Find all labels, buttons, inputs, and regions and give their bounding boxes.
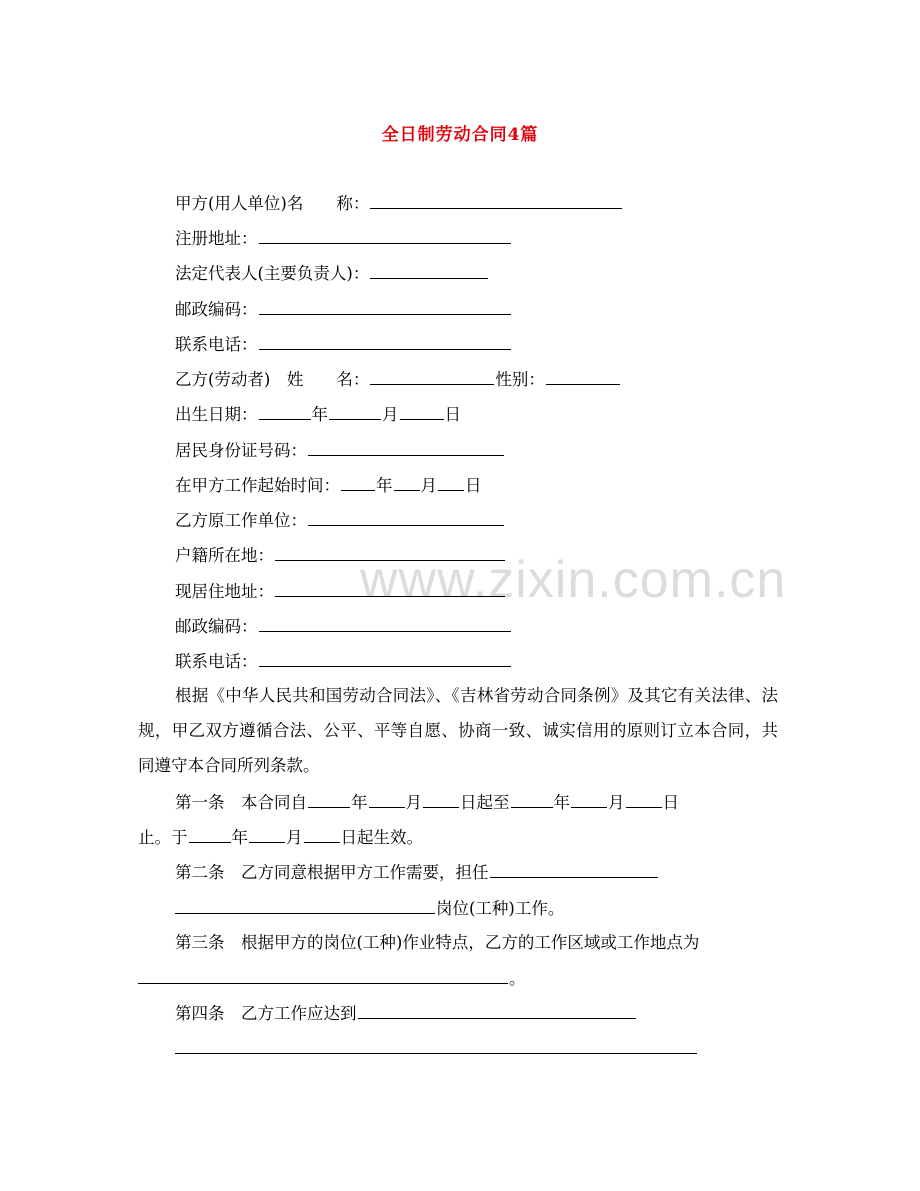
party-b-household-label: 户籍所在地：	[175, 546, 274, 565]
party-a-postcode-line	[175, 296, 512, 322]
article-2-head: 第二条 乙方同意根据甲方工作需要，担任	[175, 863, 489, 882]
party-a-name-line	[175, 190, 623, 216]
article-1-line-2	[138, 824, 423, 850]
party-b-id-field[interactable]	[308, 437, 504, 456]
party-b-household-field[interactable]	[275, 542, 505, 561]
party-b-start-label: 在甲方工作起始时间：	[175, 476, 340, 495]
party-a-name-label: 甲方(用人单位)名 称：	[175, 194, 370, 213]
start-month-field[interactable]	[394, 472, 420, 491]
party-b-id-label: 居民身份证号码：	[175, 441, 307, 460]
party-a-legal-rep-field[interactable]	[370, 260, 488, 279]
party-a-address-field[interactable]	[259, 225, 511, 244]
preamble-paragraph: 根据《中华人民共和国劳动合同法》、《吉林省劳动合同条例》及其它有关法律、法规，甲乙双方遵循合法、公平、平等自愿、协商一致、诚实信用的原则订立本合同，共同遵守本合同所列条款。	[138, 686, 778, 775]
party-b-residence-line	[175, 578, 506, 604]
birth-year-unit: 年	[311, 405, 328, 424]
article-4-standard-field[interactable]	[358, 1000, 636, 1019]
article-1-end-char: 日	[662, 793, 679, 812]
article-3-head: 第三条 根据甲方的岗位(工种)作业特点，乙方的工作区域或工作地点为	[175, 933, 700, 952]
party-b-name-label: 乙方(劳动者) 姓 名：	[175, 370, 370, 389]
birth-year-field[interactable]	[259, 401, 311, 420]
article-4-head: 第四条 乙方工作应达到	[175, 1004, 357, 1023]
party-b-gender-label: 性别：	[495, 370, 545, 389]
party-a-legal-rep-line	[175, 260, 489, 286]
start-day-field[interactable]	[438, 472, 464, 491]
article-1-line-1	[175, 789, 679, 815]
article-3-line-1	[175, 930, 699, 956]
party-b-gender-field[interactable]	[546, 366, 620, 385]
party-b-residence-field[interactable]	[275, 578, 505, 597]
watermark: www.zixin.com.cn	[360, 551, 787, 609]
article-3-tail: 。	[509, 969, 526, 988]
party-b-postcode-field[interactable]	[259, 613, 511, 632]
start-year-field[interactable]	[341, 472, 375, 491]
party-b-residence-label: 现居住地址：	[175, 582, 274, 601]
article-2-position-field[interactable]	[490, 859, 658, 878]
party-b-birth-label: 出生日期：	[175, 405, 258, 424]
party-b-phone-line	[175, 648, 512, 674]
party-b-postcode-line	[175, 613, 512, 639]
article-1-month-unit: 月	[405, 793, 422, 812]
article-4-line-1	[175, 1000, 637, 1026]
start-day-unit: 日	[465, 476, 482, 495]
effective-month-unit: 月	[286, 828, 303, 847]
party-b-prev-employer-field[interactable]	[308, 507, 504, 526]
effective-year-unit: 年	[231, 828, 248, 847]
article-3-line-2	[138, 965, 526, 991]
article-3-location-field[interactable]	[138, 965, 508, 984]
party-a-phone-field[interactable]	[259, 331, 511, 350]
party-b-phone-field[interactable]	[259, 648, 511, 667]
article-2-tail: 岗位(工种)工作。	[436, 899, 565, 918]
article-2-line-2	[175, 895, 564, 921]
article-2-line-1	[175, 859, 659, 885]
party-a-address-label: 注册地址：	[175, 229, 258, 248]
party-a-address-line	[175, 225, 512, 251]
effective-day-field[interactable]	[304, 824, 340, 843]
party-b-id-line	[175, 437, 505, 463]
start-month-unit: 月	[420, 476, 437, 495]
party-a-legal-rep-label: 法定代表人(主要负责人)：	[175, 264, 370, 283]
article-4-standard-field-cont[interactable]	[175, 1052, 697, 1054]
party-b-prev-employer-line	[175, 507, 505, 533]
start-year-unit: 年	[376, 476, 393, 495]
contract-start-year-field[interactable]	[308, 789, 350, 808]
birth-month-unit: 月	[382, 405, 399, 424]
birth-day-field[interactable]	[400, 401, 444, 420]
contract-end-year-field[interactable]	[511, 789, 553, 808]
party-a-postcode-label: 邮政编码：	[175, 300, 258, 319]
party-b-start-line	[175, 472, 482, 498]
article-2-position-field-cont[interactable]	[175, 895, 435, 914]
party-a-phone-line	[175, 331, 512, 357]
article-1-end-year-unit: 年	[553, 793, 570, 812]
party-b-birth-line	[175, 401, 461, 427]
contract-end-day-field[interactable]	[626, 789, 662, 808]
article-1-line2-start: 止。于	[138, 828, 188, 847]
effective-month-field[interactable]	[249, 824, 285, 843]
article-1-effective: 日起生效。	[340, 828, 423, 847]
party-a-name-field[interactable]	[370, 190, 622, 209]
party-b-name-line	[175, 366, 621, 392]
article-1-end-month-unit: 月	[608, 793, 625, 812]
party-b-prev-employer-label: 乙方原工作单位：	[175, 511, 307, 530]
contract-start-month-field[interactable]	[369, 789, 405, 808]
party-b-phone-label: 联系电话：	[175, 652, 258, 671]
article-1-head: 第一条 本合同自	[175, 793, 307, 812]
effective-year-field[interactable]	[189, 824, 231, 843]
party-a-phone-label: 联系电话：	[175, 335, 258, 354]
document-title: 全日制劳动合同4篇	[381, 125, 539, 145]
party-b-postcode-label: 邮政编码：	[175, 617, 258, 636]
party-b-name-field[interactable]	[370, 366, 494, 385]
contract-end-month-field[interactable]	[571, 789, 607, 808]
article-1-from-day: 日起至	[460, 793, 510, 812]
birth-day-unit: 日	[444, 405, 461, 424]
party-a-postcode-field[interactable]	[259, 296, 511, 315]
party-b-household-line	[175, 542, 506, 568]
contract-start-day-field[interactable]	[423, 789, 459, 808]
birth-month-field[interactable]	[329, 401, 381, 420]
article-1-year-unit: 年	[351, 793, 368, 812]
